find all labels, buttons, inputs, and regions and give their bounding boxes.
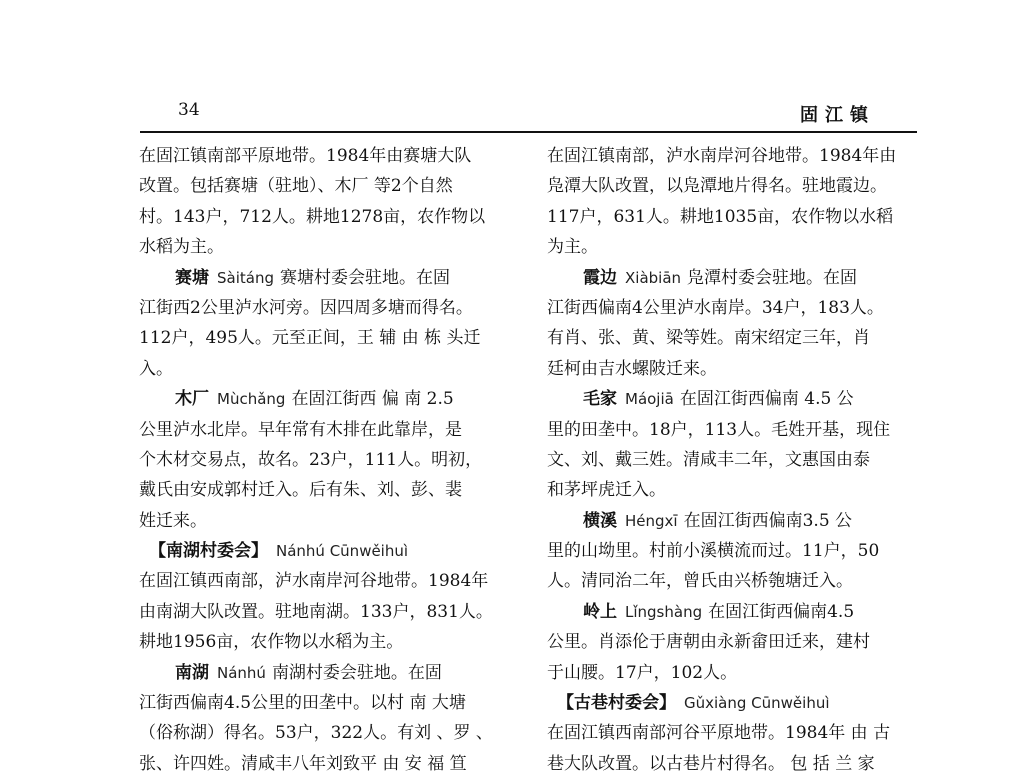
headword: 横溪 [583, 510, 617, 531]
running-title: 固江镇 [800, 105, 875, 126]
text-line: 文、刘、戴三姓。清咸丰二年，文惠国由泰 [547, 449, 870, 470]
text-line: 个木材交易点，故名。23户，111人。明初， [139, 449, 483, 470]
text-line: 公里泸水北岸。早年常有木排在此靠岸，是 [139, 419, 462, 440]
text-line: 和茅坪虎迁入。 [547, 480, 666, 501]
pinyin: Lǐngshàng [625, 602, 703, 621]
entry-text: 赛塘村委会驻地。在固 [279, 267, 450, 288]
text-line: 在固江镇西南部河谷平原地带。1984年 由 古 [547, 723, 891, 744]
headword: 岭上 [583, 601, 617, 622]
text-line: 凫潭大队改置，以凫潭地片得名。驻地霞边。 [547, 176, 887, 197]
text-line: 里的田垄中。18户，113人。毛姓开基，现住 [547, 419, 891, 440]
entry-maojia [547, 384, 919, 414]
entry-xiabian [547, 263, 919, 293]
pinyin: Máojiā [625, 390, 674, 409]
pinyin: Nánhú Cūnwěihuì [276, 542, 409, 561]
pinyin: Gǔxiàng Cūnwěihuì [684, 694, 830, 713]
text-line: 巷大队改置。以古巷片村得名。 包 括 兰 家 [547, 753, 875, 774]
section-heading: 【南湖村委会】 [149, 541, 268, 562]
text-line: 江街西偏南4公里泸水南岸。34户，183人。 [547, 297, 884, 318]
text-line: 117户，631人。耕地1035亩，农作物以水稻 [547, 206, 894, 227]
text-line: 在固江镇西南部，泸水南岸河谷地带。1984年 [139, 571, 489, 592]
text-line: 耕地1956亩，农作物以水稻为主。 [139, 632, 404, 653]
entry-text: 在固江街西 偏 南 2.5 [291, 389, 454, 410]
text-line: 姓迁来。 [139, 510, 207, 531]
entry-nanhu [139, 658, 511, 688]
text-line: 改置。包括赛塘（驻地）、木厂 等2个自然 [139, 176, 453, 197]
text-line: 有肖、张、黄、梁等姓。南宋绍定三年，肖 [547, 328, 870, 349]
pinyin: Nánhú [217, 663, 266, 682]
text-line: （俗称湖）得名。53户，322人。有刘 、罗 、 [139, 723, 493, 744]
text-line: 在固江镇南部，泸水南岸河谷地带。1984年由 [547, 146, 897, 166]
right-column [547, 141, 919, 779]
entry-saitang [139, 263, 511, 293]
entry-hengxi [547, 506, 919, 536]
header-rule [140, 131, 917, 133]
pinyin: Sàitáng [217, 268, 274, 287]
entry-text: 在固江街西偏南 4.5 公 [679, 389, 854, 410]
text-line: 村。143户，712人。耕地1278亩，农作物以 [139, 206, 486, 227]
headword: 赛塘 [175, 267, 209, 288]
text-line: 在固江镇南部平原地带。1984年由赛塘大队 [139, 146, 472, 166]
pinyin: Mùchǎng [217, 390, 286, 409]
page-number: 34 [178, 100, 200, 120]
entry-text: 南湖村委会驻地。在固 [271, 662, 442, 683]
pinyin: Héngxī [625, 511, 678, 530]
headword: 毛家 [583, 389, 617, 410]
text-line: 里的山坳里。村前小溪横流而过。11户，50 [547, 541, 880, 562]
text-line: 人。清同治二年，曾氏由兴桥匏塘迁入。 [547, 571, 853, 592]
headword: 霞边 [583, 267, 617, 288]
text-line: 112户，495人。元至正间，王 辅 由 栋 头迁 [139, 328, 481, 349]
pinyin: Xiàbiān [625, 268, 682, 287]
entry-text: 凫潭村委会驻地。在固 [687, 267, 858, 288]
left-column [139, 141, 511, 779]
entry-lingshang [547, 597, 919, 627]
entry-muchang [139, 384, 511, 414]
text-line: 江街西偏南4.5公里的田垄中。以村 南 大塘 [139, 693, 466, 714]
section-guxiang-committee [547, 688, 919, 718]
section-nanhu-committee [139, 536, 511, 566]
text-line: 为主。 [547, 237, 598, 258]
text-line: 戴氏由安成郭村迁入。后有朱、刘、彭、裴 [139, 480, 462, 501]
text-line: 张、许四姓。清咸丰八年刘致平 由 安 福 笪 [139, 753, 467, 774]
entry-text: 在固江街西偏南3.5 公 [683, 510, 853, 531]
text-line: 由南湖大队改置。驻地南湖。133户，831人。 [139, 601, 493, 622]
text-line: 水稻为主。 [139, 237, 224, 258]
text-line: 入。 [139, 358, 173, 379]
text-line: 于山腰。17户，102人。 [547, 662, 738, 683]
headword: 木厂 [175, 389, 209, 410]
entry-text: 在固江街西偏南4.5 [708, 601, 855, 622]
section-heading: 【古巷村委会】 [557, 693, 676, 714]
text-line: 廷柯由吉水螺陂迁来。 [547, 358, 717, 379]
headword: 南湖 [175, 662, 209, 683]
text-line: 公里。肖添伦于唐朝由永新畲田迁来，建村 [547, 632, 870, 653]
text-line: 江街西2公里泸水河旁。因四周多塘而得名。 [139, 297, 473, 318]
